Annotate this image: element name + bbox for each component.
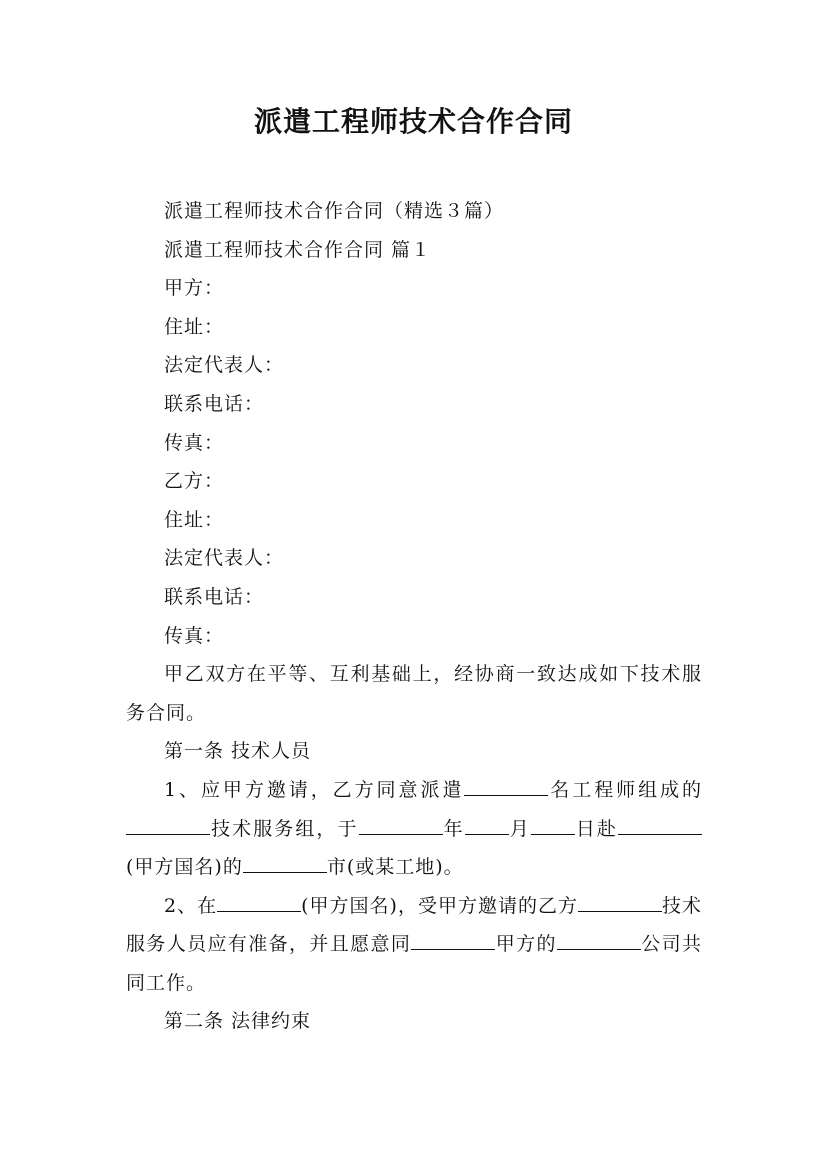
blank-field (359, 814, 443, 835)
party-a-label: 甲方： (164, 277, 225, 300)
clause-text: (甲方国名)的 (126, 856, 243, 879)
clause-text: 甲方的 (495, 933, 557, 956)
blank-field (557, 929, 641, 950)
document-body (126, 192, 702, 1041)
subtitle-line: 派遣工程师技术合作合同（精选３篇） (164, 200, 505, 222)
clause-text: 公司共同工作。 (126, 933, 702, 994)
clause-text: 技术服务人员应有准备，并且愿意同 (126, 894, 702, 956)
intro-paragraph: 甲乙双方在平等、互利基础上，经协商一致达成如下技术服务合同。 (126, 663, 702, 724)
party-a-fax-label: 传真： (164, 431, 225, 454)
blank-field (578, 891, 662, 912)
party-b-label: 乙方： (164, 470, 225, 493)
blank-field (618, 814, 702, 835)
party-b-phone-label: 联系电话： (164, 585, 265, 608)
clause-text: 2、在 (164, 894, 218, 917)
clause-text: (甲方国名)，受甲方邀请的乙方 (301, 894, 578, 917)
blank-field (217, 891, 301, 912)
document-title: 派遣工程师技术合作合同 (253, 105, 573, 138)
party-b-representative-label: 法定代表人： (164, 547, 285, 570)
clause-text: 名工程师组成的 (548, 778, 702, 801)
blank-field (243, 852, 327, 873)
clause-text: 技术服务组，于 (210, 817, 359, 840)
clause-text: 年 (442, 817, 465, 840)
article-2-heading: 第二条 法律约束 (164, 1010, 312, 1033)
clause-text: 市(或某工地)。 (326, 856, 464, 879)
section-heading: 派遣工程师技术合作合同 篇１ (164, 238, 432, 261)
blank-field (465, 814, 509, 835)
party-b-address-label: 住址： (164, 508, 225, 531)
clause-text: 日赴 (574, 817, 618, 840)
clause-text: 1、应甲方邀请，乙方同意派遣 (164, 778, 465, 801)
party-a-phone-label: 联系电话： (164, 392, 265, 415)
article-1-heading: 第一条 技术人员 (164, 740, 312, 763)
blank-field (464, 775, 548, 796)
party-a-address-label: 住址： (164, 315, 225, 338)
article-1-clause-2 (126, 887, 702, 1003)
blank-field (411, 929, 495, 950)
blank-field (126, 814, 210, 835)
party-a-representative-label: 法定代表人： (164, 354, 285, 377)
party-b-fax-label: 传真： (164, 624, 225, 647)
clause-text: 月 (508, 817, 531, 840)
article-1-clause-1 (126, 771, 702, 887)
blank-field (531, 814, 575, 835)
